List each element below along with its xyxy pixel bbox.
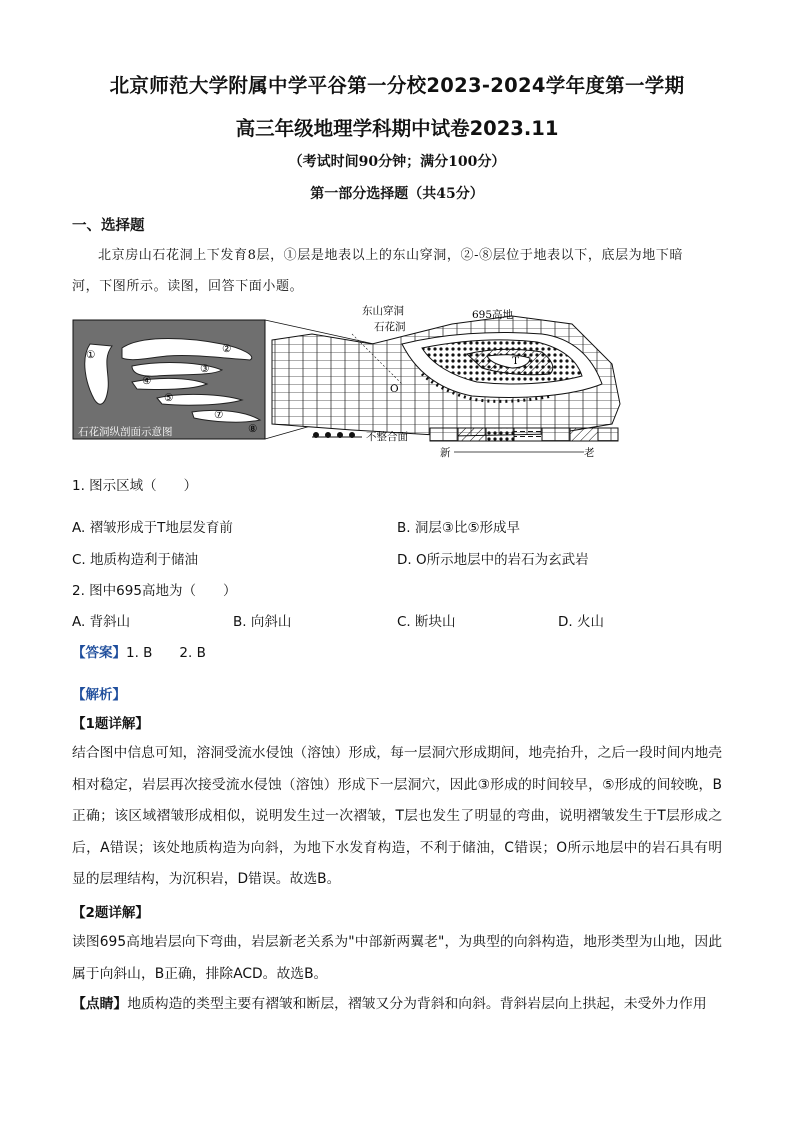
geology-diagram xyxy=(72,304,632,462)
exam-title-line2: 高三年级地理学科期中试卷2023.11 xyxy=(235,117,559,140)
answer-line xyxy=(72,641,206,661)
point-text: 地质构造的类型主要有褶皱和断层，褶皱又分为背斜和向斜。背斜岩层向上拱起，未受外力作用 xyxy=(127,996,707,1012)
passage-line2: 河，下图所示。读图，回答下面小题。 xyxy=(72,279,304,294)
passage xyxy=(72,240,722,302)
svg-text:③: ③ xyxy=(200,363,210,375)
legend xyxy=(312,428,618,459)
label-T: T xyxy=(512,355,520,367)
point-paragraph xyxy=(72,989,722,1021)
q2-detail-text: 读图695高地岩层向下弯曲，岩层新老关系为"中部新两翼老"，为典型的向斜构造，地形类型为山地，因此属于向斜山，B正确，排除ACD。故选B。 xyxy=(72,934,722,982)
question-2-stem: 2. 图中695高地为（ ） xyxy=(72,583,237,599)
legend-new: 新 xyxy=(440,447,451,459)
passage-line1: 北京房山石花洞上下发育8层，①层是地表以上的东山穿洞，②-⑧层位于地表以下，底层为地下暗 xyxy=(98,248,684,263)
q2-option-a[interactable]: A. 背斜山 xyxy=(72,614,131,630)
q2-option-d[interactable]: D. 火山 xyxy=(558,614,604,630)
legend-unconformity: 不整合面 xyxy=(366,431,408,443)
answer-text: 1. B 2. B xyxy=(126,645,206,661)
svg-text:②: ② xyxy=(222,343,232,355)
q2-detail-tag: 【2题详解】 xyxy=(72,905,149,921)
q1-option-c[interactable]: C. 地质构造利于储油 xyxy=(72,552,199,568)
label-shihua: 石花洞 xyxy=(374,321,406,333)
q2-option-c[interactable]: C. 断块山 xyxy=(397,614,456,630)
svg-text:⑤: ⑤ xyxy=(164,392,174,404)
inset-caption: 石花洞纵剖面示意图 xyxy=(78,426,173,438)
geology-figure xyxy=(72,304,632,462)
exam-info: （考试时间90分钟；满分100分） xyxy=(288,154,506,170)
svg-text:⑦: ⑦ xyxy=(214,409,224,421)
q1-option-b[interactable]: B. 洞层③比⑤形成早 xyxy=(397,520,521,536)
answer-tag: 【答案】 xyxy=(72,645,126,661)
question-1-stem: 1. 图示区域（ ） xyxy=(72,478,198,494)
label-O: O xyxy=(390,383,399,395)
q2-option-b[interactable]: B. 向斜山 xyxy=(233,614,292,630)
exam-title-line1: 北京师范大学附属中学平谷第一分校2023-2024学年度第一学期 xyxy=(109,74,685,97)
legend-old: 老 xyxy=(584,447,595,459)
label-dongshan: 东山穿洞 xyxy=(362,305,404,317)
q1-option-a[interactable]: A. 褶皱形成于T地层发育前 xyxy=(72,520,233,536)
svg-text:①: ① xyxy=(86,349,96,361)
point-tag: 【点睛】 xyxy=(72,996,128,1012)
svg-text:⑧: ⑧ xyxy=(248,423,258,435)
svg-text:④: ④ xyxy=(142,375,152,387)
q1-detail-text: 结合图中信息可知，溶洞受流水侵蚀（溶蚀）形成，每一层洞穴形成期间，地壳抬升，之后一段时间内地壳相对稳定，岩层再次接受流水侵蚀（溶蚀）形成下一层洞穴，因此③形成的时间较早，⑤形成的间较晚，B正确；该区域褶皱形成相似，说明发生过一次褶皱，T层也发生了明显的弯曲，说明褶皱发生于T层形成之后，A错误；该处地质构造为向斜，为地下水发育构造，不利于储油，C错误；O所示地层中的岩石具有明显的层理结构，为沉积岩，D错误。故选B。 xyxy=(72,745,722,887)
q1-detail-tag: 【1题详解】 xyxy=(72,716,149,732)
section-heading: 一、选择题 xyxy=(72,218,145,234)
analysis-tag: 【解析】 xyxy=(72,687,126,703)
label-695: 695高地 xyxy=(472,309,514,321)
q1-option-d[interactable]: D. O所示地层中的岩石为玄武岩 xyxy=(397,552,589,568)
part-title: 第一部分选择题（共45分） xyxy=(310,186,484,202)
